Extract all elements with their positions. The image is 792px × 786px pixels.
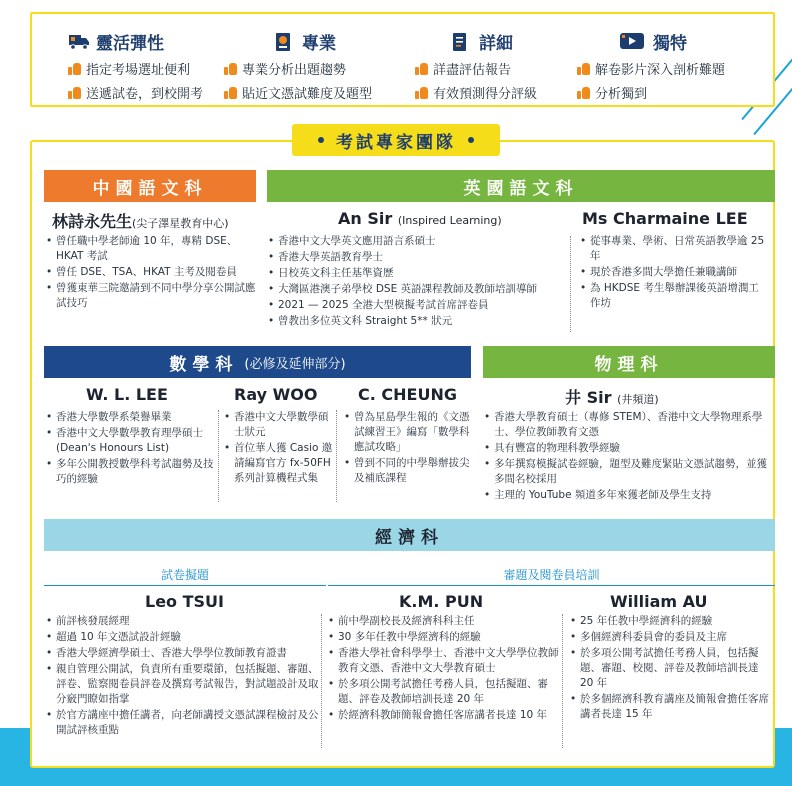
thumbs-up-icon <box>415 86 428 99</box>
team-title <box>292 124 500 156</box>
sub-heading-line <box>328 585 775 586</box>
report-icon <box>451 32 473 50</box>
point: • 前評核發展經理 <box>44 614 328 629</box>
point: • 日校英文科主任基準資歷 <box>266 266 566 281</box>
sub-heading-line <box>44 585 326 586</box>
english-subject-bar <box>267 170 775 202</box>
feature-title: 靈活彈性 <box>96 33 164 54</box>
divider <box>336 410 337 502</box>
team-title-text: 考試專家團隊 <box>336 132 456 153</box>
feature-flexible <box>68 28 203 102</box>
point: • 前中學副校長及經濟科科主任 <box>326 614 560 629</box>
feature-title: 詳細 <box>479 33 513 54</box>
teacher-name: Ms Charmaine LEE <box>582 209 748 228</box>
teacher-points <box>342 410 470 487</box>
bullet-dot <box>318 137 324 143</box>
feature-line: 送遞試卷，到校開考 <box>86 87 204 102</box>
point: • 於經濟科教師簡報會擔任客席講者長達 10 年 <box>326 708 560 723</box>
feature-title: 專業 <box>302 33 336 54</box>
point: • 為 HKDSE 考生舉辦課後英語增潤工作坊 <box>578 281 768 311</box>
divider <box>321 614 322 748</box>
subject-title: 中國語文科 <box>92 178 208 199</box>
teacher-name: W. L. LEE <box>86 385 168 404</box>
feature-professional <box>224 28 372 102</box>
teacher-points <box>326 614 560 724</box>
point: • 主理的 YouTube 頻道多年來獲老師及學生支持 <box>482 488 772 503</box>
teacher-name: 井 Sir (井頻道) <box>565 388 659 407</box>
point: • 於多項公開考試擔任考務人員，包括擬題、審題、評卷及教師培訓長達 20 年 <box>326 677 560 707</box>
thumbs-up-icon <box>68 62 81 75</box>
point: • 香港大學教育碩士（專修 STEM）、香港中文大學物理系學士、學位教師教育文憑 <box>482 410 772 440</box>
point: • 香港中文大學英文應用語言系碩士 <box>266 234 566 249</box>
thumbs-up-icon <box>415 62 428 75</box>
teacher-points <box>578 234 768 312</box>
teacher-name: Ray WOO <box>234 385 318 404</box>
point: • 香港中文大學數學教育理學碩士 (Dean's Honours List) <box>44 426 216 456</box>
feature-unique <box>577 28 725 102</box>
feature-line: 有效預測得分評級 <box>433 87 538 102</box>
point: • 多個經濟科委員會的委員及主席 <box>568 630 772 645</box>
point: • 於多項公開考試擔任考務人員，包括擬題、審題、校閱、評卷及教師培訓長達 20 年 <box>568 646 772 691</box>
point: • 於多個經濟科教育講座及簡報會擔任客席講者長達 15 年 <box>568 692 772 722</box>
physics-subject-bar <box>483 346 775 378</box>
point: • 曾任職中學老師逾 10 年，專精 DSE、HKAT 考試 <box>44 234 256 264</box>
point: • 香港大學英語教育學士 <box>266 250 566 265</box>
point: • 曾任 DSE、TSA、HKAT 主考及閱卷員 <box>44 265 256 280</box>
point: • 曾教出多位英文科 Straight 5** 狀元 <box>266 314 566 329</box>
feature-line: 指定考場選址便利 <box>86 63 191 78</box>
teacher-points <box>266 234 566 330</box>
chinese-subject-bar <box>44 170 256 202</box>
subject-title: 經濟科 <box>375 527 444 548</box>
features-panel <box>30 12 775 107</box>
teacher-org: (Inspired Learning) <box>397 214 502 227</box>
feature-title: 獨特 <box>653 33 687 54</box>
point: • 香港大學數學系榮譽畢業 <box>44 410 216 425</box>
teacher-name: 林詩永先生(尖子澤星教育中心) <box>52 212 229 231</box>
feature-detailed <box>415 28 537 102</box>
math-subject-bar <box>44 346 471 378</box>
point: • 2021 — 2025 全港大型模擬考試首席評卷員 <box>266 298 566 313</box>
point: • 曾為星島學生報的《文憑試練習王》編寫「數學科應試攻略」 <box>342 410 470 455</box>
teacher-points <box>44 614 328 739</box>
subject-title: 數學科 <box>169 354 239 375</box>
teacher-points <box>568 614 772 723</box>
teacher-name: K.M. PUN <box>399 592 484 611</box>
thumbs-up-icon <box>577 62 590 75</box>
feature-line: 貼近文憑試難度及題型 <box>242 87 373 102</box>
subject-title: 英國語文科 <box>463 178 579 199</box>
feature-line: 解卷影片深入剖析難題 <box>595 63 726 78</box>
point: • 30 多年任教中學經濟科的經驗 <box>326 630 560 645</box>
point: • 具有豐富的物理科教學經驗 <box>482 441 772 456</box>
point: • 香港中文大學數學碩士狀元 <box>222 410 334 440</box>
thumbs-up-icon <box>224 86 237 99</box>
teacher-name: William AU <box>610 592 708 611</box>
teacher-points <box>222 410 334 487</box>
point: • 香港大學經濟學碩士、香港大學學位教師教育證書 <box>44 646 328 661</box>
point: • 香港大學社會科學學士、香港中文大學學位教師教育文憑、香港中文大學教育碩士 <box>326 646 560 676</box>
teacher-points <box>44 234 256 312</box>
teacher-org: (井頻道) <box>617 393 659 406</box>
teacher-points <box>44 410 216 488</box>
subject-title: 物理科 <box>594 354 664 375</box>
point: • 多年撰寫模擬試卷經驗，題型及難度緊貼文憑試趨勢，並獲多間名校採用 <box>482 457 772 487</box>
teacher-name: An Sir (Inspired Learning) <box>338 209 502 228</box>
economics-subject-bar <box>44 519 775 551</box>
point: • 從事專業、學術、日常英語教學逾 25 年 <box>578 234 768 264</box>
divider <box>218 410 219 502</box>
subject-note: (必修及延伸部分) <box>244 356 346 372</box>
point: • 曾到不同的中學舉辦拔尖及補底課程 <box>342 456 470 486</box>
point: • 多年公開教授數學科考試趨勢及技巧的經驗 <box>44 457 216 487</box>
divider <box>570 236 571 332</box>
point: • 超過 10 年文憑試設計經驗 <box>44 630 328 645</box>
feature-line: 詳盡評估報告 <box>433 63 512 78</box>
certificate-icon <box>274 32 296 50</box>
teacher-name: Leo TSUI <box>145 592 224 611</box>
truck-icon <box>68 32 90 50</box>
point: • 於官方講座中擔任講者，向老師講授文憑試課程檢討及公開試評核重點 <box>44 708 328 738</box>
video-icon <box>619 32 647 50</box>
sub-heading: 審題及閱卷員培訓 <box>503 568 600 582</box>
point: • 25 年任教中學經濟科的經驗 <box>568 614 772 629</box>
sub-heading: 試卷擬題 <box>160 568 209 582</box>
bullet-dot <box>468 137 474 143</box>
teacher-org: (尖子澤星教育中心) <box>132 217 229 230</box>
thumbs-up-icon <box>577 86 590 99</box>
point: • 大灣區港澳子弟學校 DSE 英語課程教師及教師培訓導師 <box>266 282 566 297</box>
feature-line: 專業分析出題趨勢 <box>242 63 347 78</box>
divider <box>562 614 563 748</box>
teacher-name: C. CHEUNG <box>358 385 457 404</box>
thumbs-up-icon <box>224 62 237 75</box>
thumbs-up-icon <box>68 86 81 99</box>
point: • 曾獲東華三院邀請到不同中學分享公開試應試技巧 <box>44 281 256 311</box>
point: • 首位華人獲 Casio 邀請編寫官方 fx-50FH 系列計算機程式集 <box>222 441 334 486</box>
point: • 親自管理公開試，負責所有重要環節，包括擬題、審題、評卷、監察閱卷員評卷及撰寫考試報告，對試題設計及取分竅門瞭如指掌 <box>44 662 328 707</box>
teacher-points <box>482 410 772 504</box>
feature-line: 分析獨到 <box>595 87 648 102</box>
point: • 現於香港多間大學擔任兼職講師 <box>578 265 768 280</box>
